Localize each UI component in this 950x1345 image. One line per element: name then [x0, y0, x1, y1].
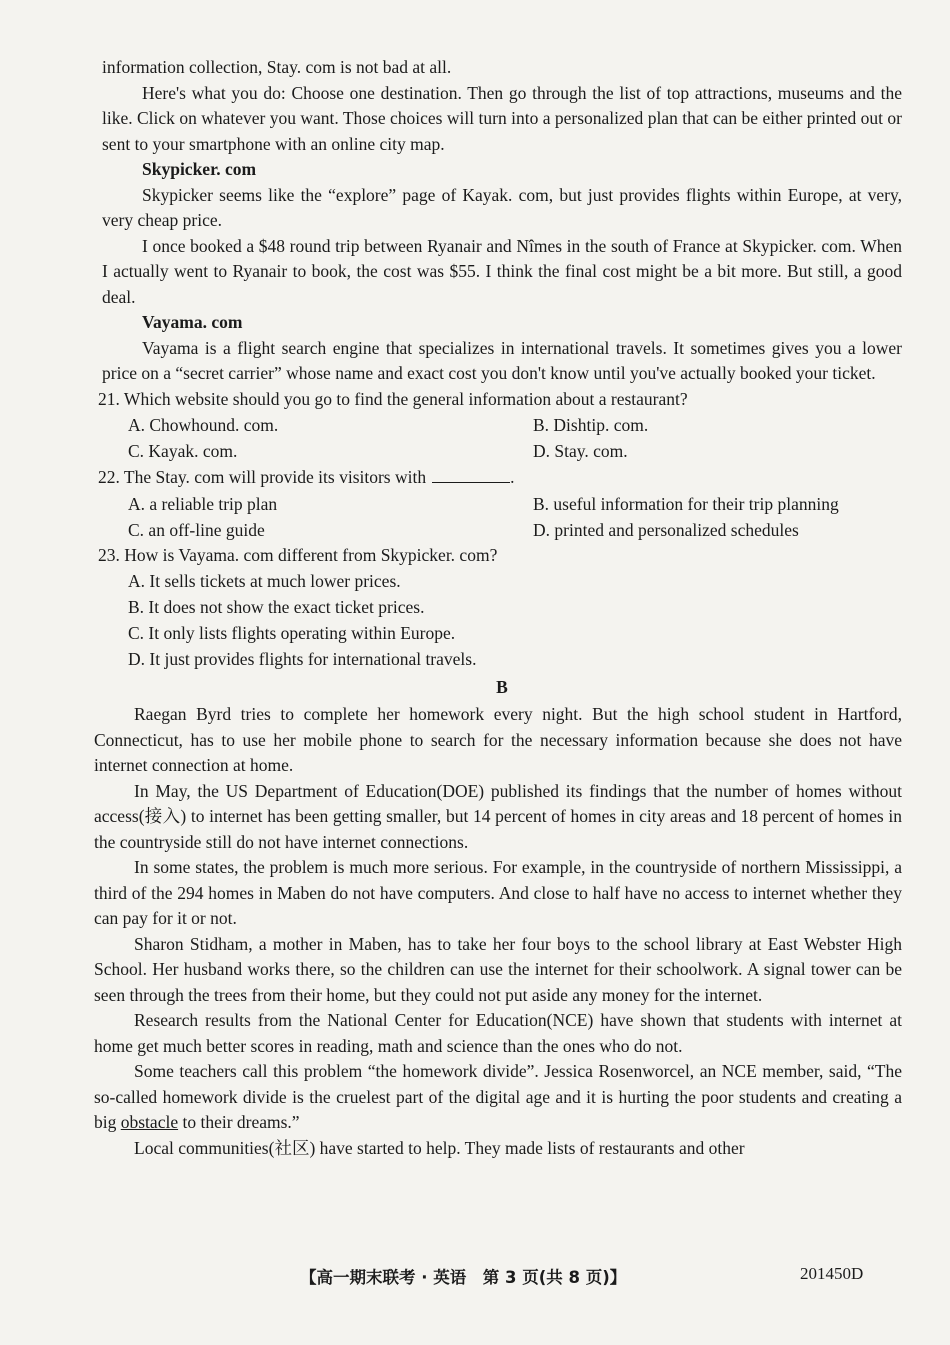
paragraph: Here's what you do: Choose one destination. Then go through the list of top attractions, museums and the like. Click on whatever you want. Those choices will turn into a personalized plan that can be either printed out or sent to your smartphone with an online city map. [102, 82, 902, 154]
paragraph: I once booked a $48 round trip between Ryanair and Nîmes in the south of France at Skypicker. com. When I actually went to Ryanair to book, the cost was $55. I think the final cost might be a bit more. But still, a good deal. [102, 235, 902, 307]
option-a: A. It sells tickets at much lower prices. [128, 571, 401, 591]
paragraph: information collection, Stay. com is not bad at all. [102, 57, 452, 77]
paragraph: In May, the US Department of Education(DOE) published its findings that the number of homes without access(接入) to internet has been getting smaller, but 14 percent of homes in city areas and 18 percent of homes in the countryside still do not have internet connections. [94, 780, 902, 852]
option-d: D. It just provides flights for international travels. [128, 649, 477, 669]
section-heading-vayama: Vayama. com [142, 312, 243, 332]
option-d: D. Stay. com. [533, 441, 628, 461]
paragraph-text: to their dreams.” [178, 1112, 300, 1132]
footer-code: 201450D [800, 1264, 864, 1283]
paragraph: In some states, the problem is much more serious. For example, in the countryside of northern Mississippi, a third of the 294 homes in Maben do not have computers. And close to half have no access to internet whether they can pay for it or not. [94, 857, 902, 928]
paragraph: Skypicker seems like the “explore” page of Kayak. com, but just provides flights within Europe, at very, very cheap price. [102, 184, 902, 230]
paragraph-text: Some teachers call this problem “the homework divide”. Jessica Rosenworcel, an NCE member, said, “The so-called homework divide is the cruelest part of the digital age and it is hurting the poor students and creating a big [94, 1061, 902, 1132]
option-c: C. an off-line guide [128, 519, 265, 540]
question-stem-end: . [510, 467, 515, 487]
section-b-title: B [496, 677, 508, 697]
question-22 [98, 464, 902, 543]
option-b: B. Dishtip. com. [533, 415, 649, 435]
answer-blank [432, 464, 510, 483]
question-stem [98, 464, 902, 491]
paragraph: Vayama is a flight search engine that specializes in international travels. It sometimes gives you a lower price on a “secret carrier” whose name and exact cost you don't know until you've actually booked your ticket. [102, 337, 902, 383]
option-a: A. Chowhound. com. [128, 415, 279, 435]
paragraph: Research results from the National Center for Education(NCE) have shown that students with internet at home get much better scores in reading, math and science than the ones who do not. [94, 1010, 902, 1056]
option-a: A. a reliable trip plan [128, 493, 278, 514]
option-b: B. useful information for their trip planning [533, 493, 839, 514]
question-stem: 23. How is Vayama. com different from Skypicker. com? [98, 544, 498, 565]
option-d: D. printed and personalized schedules [533, 519, 799, 540]
paragraph [94, 1059, 902, 1136]
question-stem: 21. Which website should you go to find the general information about a restaurant? [98, 388, 688, 409]
question-stem-text: 22. The Stay. com will provide its visitors with [98, 467, 427, 487]
paragraph: Local communities(社区) have started to help. They made lists of restaurants and other [134, 1137, 745, 1158]
question-21 [98, 387, 902, 465]
paragraph: Sharon Stidham, a mother in Maben, has to take her four boys to the school library at East Webster High School. Her husband works there, so the children can use the internet for their schoolwork. A signal tower can be seen through the trees from their home, but they could not put aside any money for the internet. [94, 933, 902, 1005]
footer-title: 【高一期末联考 · 英语 第 3 页(共 8 页)】 [300, 1268, 627, 1287]
option-c: C. Kayak. com. [128, 441, 238, 461]
underlined-word: obstacle [120, 1112, 179, 1132]
section-heading-skypicker: Skypicker. com [142, 159, 257, 179]
option-c: C. It only lists flights operating within Europe. [128, 623, 456, 643]
paragraph: Raegan Byrd tries to complete her homework every night. But the high school student in Hartford, Connecticut, has to use her mobile phone to search for the necessary information because she does not have internet connection at home. [94, 704, 902, 775]
question-23 [98, 543, 902, 673]
option-b: B. It does not show the exact ticket prices. [128, 597, 425, 617]
